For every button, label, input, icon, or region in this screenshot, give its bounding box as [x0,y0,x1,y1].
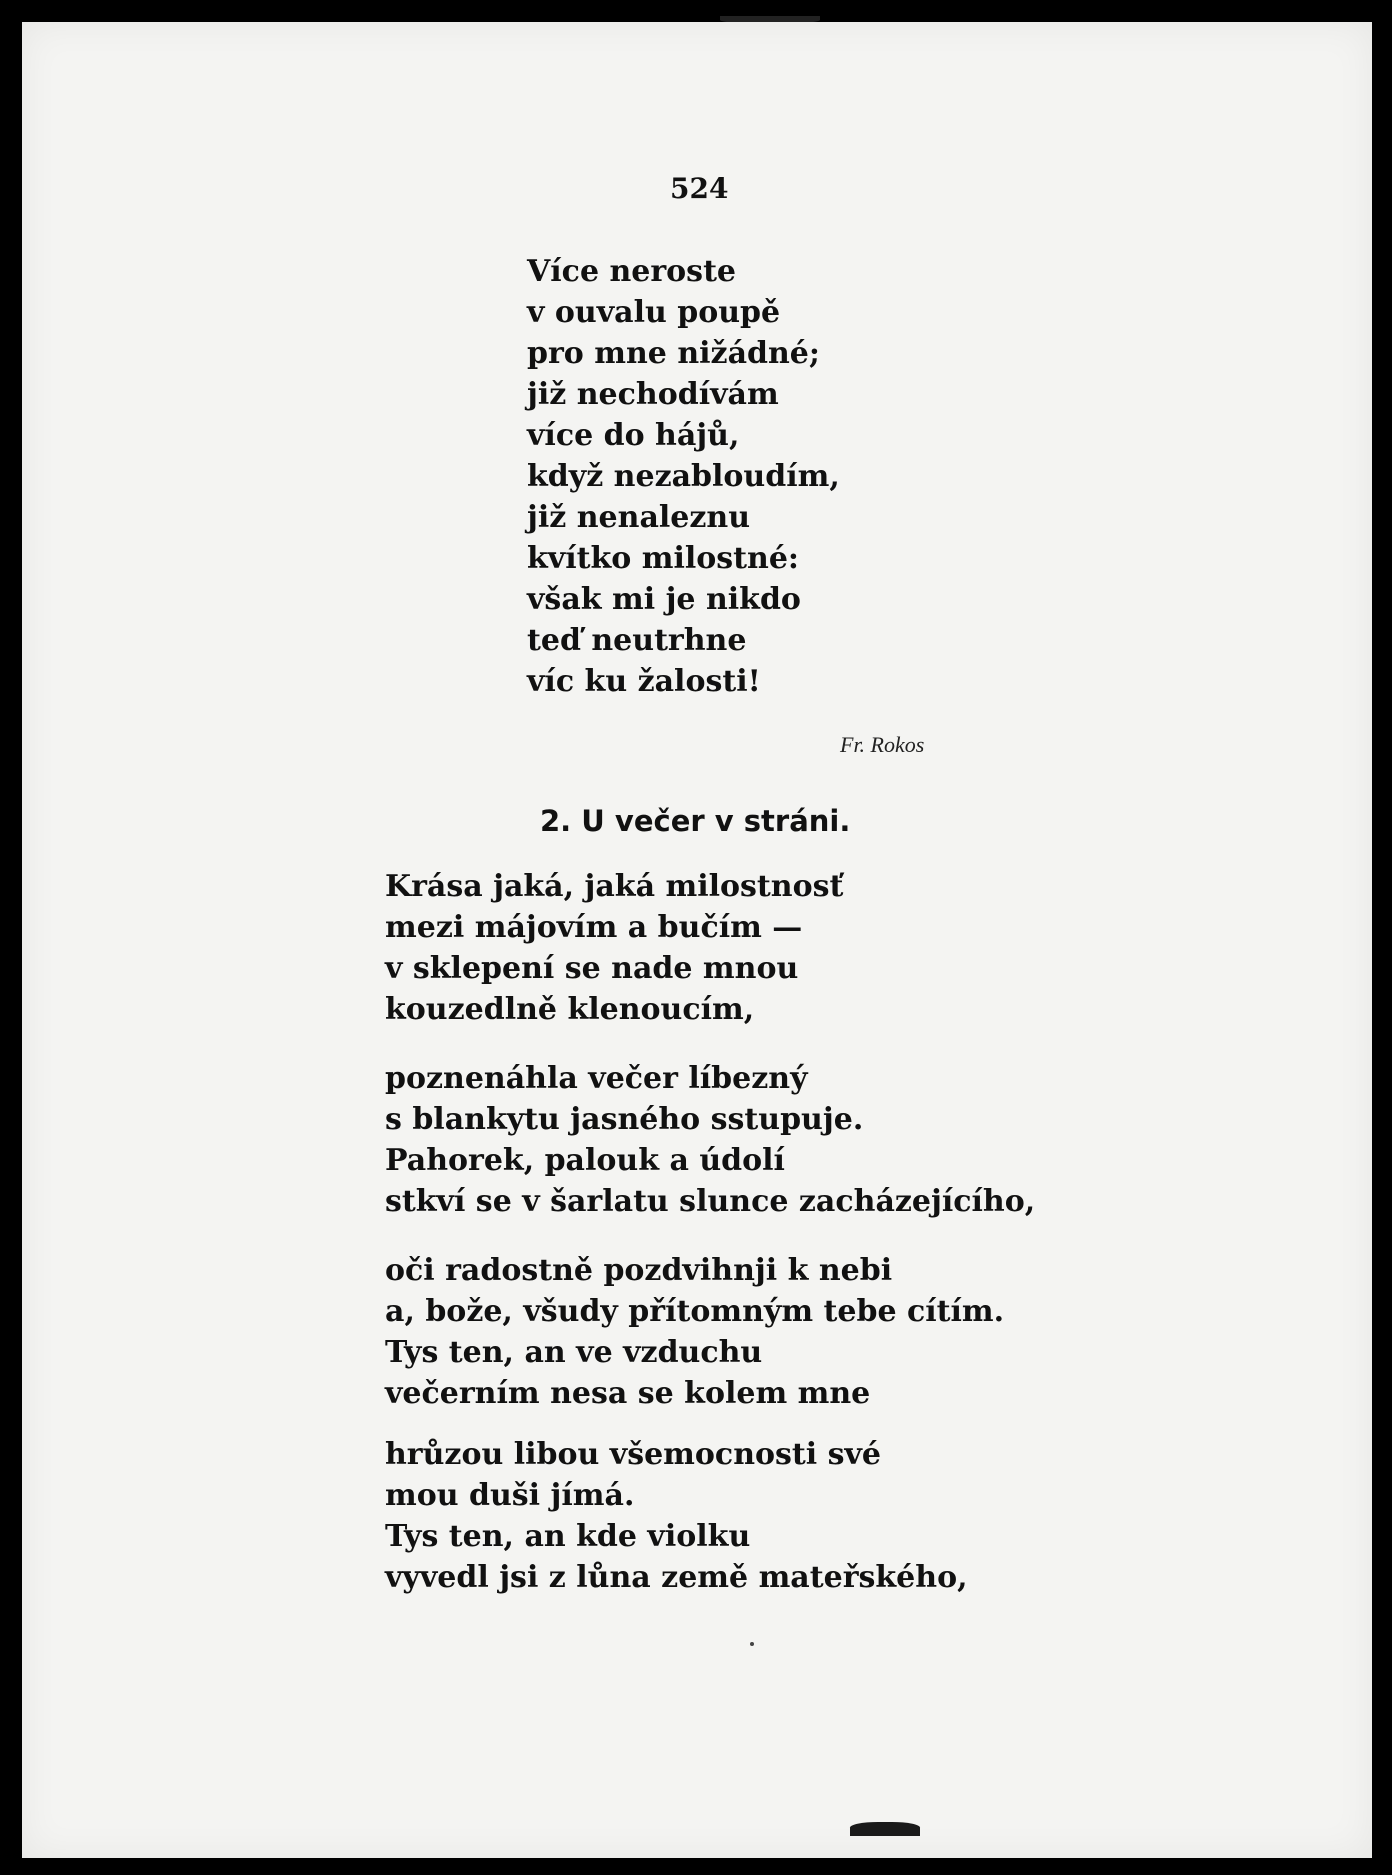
poem-line: Krása jaká, jaká milostnosť [385,869,844,904]
poem-line: Tys ten, an kde violku [385,1519,751,1554]
book-page [22,22,1372,1858]
poem-line: Tys ten, an ve vzduchu [385,1335,763,1370]
poem-line: víc ku žalosti! [527,664,761,699]
poem-line: v sklepení se nade mnou [385,951,799,986]
poem-line: hrůzou libou všemocnosti své [385,1437,882,1472]
poem-line: stkví se v šarlatu slunce zacházejícího, [385,1184,1036,1219]
poem-line: Pahorek, palouk a údolí [385,1143,785,1178]
poem-line: již nechodívám [527,377,779,412]
poem1-stanza [527,251,840,702]
poem-line: poznenáhla večer líbezný [385,1061,808,1096]
poem-line: mou duši jímá. [385,1478,635,1513]
poem-line: Více neroste [527,254,737,289]
poem2-stanza-2 [385,1058,1035,1222]
poem2-stanza-4 [385,1434,968,1598]
page-number: 524 [670,172,729,205]
ink-speck [750,1642,754,1646]
poem-line: vyvedl jsi z lůna země mateřského, [385,1560,968,1595]
poem-line: oči radostně pozdvihnji k nebi [385,1253,893,1288]
poem-line: kvítko milostné: [527,541,799,576]
poem-line: teď neutrhne [527,623,747,658]
scan-smudge [850,1822,920,1836]
poem-line: však mi je nikdo [527,582,801,617]
poem-heading: 2. U večer v stráni. [540,804,851,838]
poem-line: v ouvalu poupě [527,295,781,330]
poem-line: večerním nesa se kolem mne [385,1376,871,1411]
poem-line: již nenaleznu [527,500,751,535]
poem-line: více do hájů, [527,418,740,453]
poem2-stanza-1 [385,866,843,1030]
poem-line: a, bože, všudy přítomným tebe cítím. [385,1294,1005,1329]
poem-line: s blankytu jasného sstupuje. [385,1102,864,1137]
poem-line: když nezabloudím, [527,459,840,494]
poem-line: pro mne nižádné; [527,336,820,371]
poem2-stanza-3 [385,1250,1004,1414]
poem-line: mezi májovím a bučím — [385,910,803,945]
author-signature: Fr. Rokos [840,732,925,757]
poem-line: kouzedlně klenoucím, [385,992,755,1027]
